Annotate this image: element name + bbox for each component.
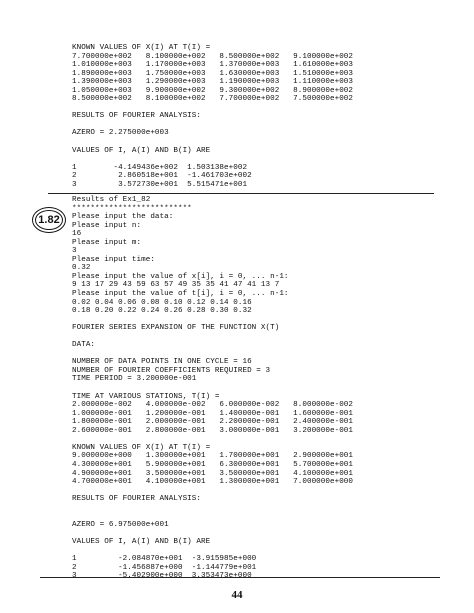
section-divider bbox=[48, 193, 434, 194]
output-line: Please input the value of x[i], i = 0, ... n-1: bbox=[72, 272, 289, 281]
output-line: 16 bbox=[72, 230, 82, 239]
output-line: ************************** bbox=[72, 204, 192, 213]
output-line: Please input n: bbox=[72, 221, 142, 230]
output-line: 4.900000e+001 3.500000e+001 3.500000e+001 4.100000e+001 bbox=[72, 469, 354, 478]
output-line: VALUES OF I, A(I) AND B(I) ARE bbox=[72, 146, 211, 155]
output-line bbox=[72, 504, 353, 513]
output-line bbox=[72, 529, 353, 538]
output-line bbox=[72, 512, 353, 521]
output-line: 1 -4.149436e+002 1.503138e+002 bbox=[72, 163, 248, 172]
output-line: 2.600000e-001 2.800000e-001 3.000000e-001 3.200000e-001 bbox=[72, 426, 354, 435]
output-line: 1.390000e+003 1.290000e+003 1.190000e+003 1.110000e+003 bbox=[72, 78, 354, 87]
output-line: Please input the data: bbox=[72, 213, 174, 222]
output-line: DATA: bbox=[72, 341, 96, 350]
output-line: 0.02 0.04 0.06 0.08 0.10 0.12 0.14 0.16 bbox=[72, 298, 252, 307]
output-line bbox=[72, 316, 353, 325]
output-line bbox=[72, 155, 353, 164]
output-line: 1.010000e+003 1.170000e+003 1.370000e+003 1.610000e+003 bbox=[72, 61, 354, 70]
output-line bbox=[72, 121, 353, 130]
output-line: 1.000000e-001 1.200000e-001 1.400000e-001 1.600000e-001 bbox=[72, 409, 354, 418]
output-line: 2 2.860518e+001 -1.461703e+002 bbox=[72, 172, 252, 181]
page-number: 44 bbox=[231, 589, 243, 601]
output-line: TIME PERIOD = 3.200000e-001 bbox=[72, 375, 197, 384]
output-line: 9 13 17 29 43 59 63 57 49 35 35 41 47 41 13 7 bbox=[72, 281, 280, 290]
output-line: KNOWN VALUES OF X(I) AT T(I) = bbox=[72, 443, 211, 452]
output-line: 1.890000e+003 1.750000e+003 1.630000e+003 1.510000e+003 bbox=[72, 69, 354, 78]
output-line bbox=[72, 104, 353, 113]
output-line: VALUES OF I, A(I) AND B(I) ARE bbox=[72, 537, 211, 546]
output-line: Please input m: bbox=[72, 238, 142, 247]
output-line: 2.000000e-002 4.000000e-002 6.000000e-002 8.000000e-002 bbox=[72, 401, 354, 410]
output-line: RESULTS OF FOURIER ANALYSIS: bbox=[72, 112, 201, 121]
output-line: Please input the value of t[i], i = 0, ... n-1: bbox=[72, 290, 289, 299]
output-line: 4.700000e+001 4.100000e+001 1.300000e+001 7.000000e+000 bbox=[72, 478, 354, 487]
output-line bbox=[72, 487, 353, 496]
problem-number: 1.82 bbox=[38, 214, 60, 226]
output-block-bottom bbox=[72, 196, 353, 581]
output-line: 3 -5.402900e+000 3.353473e+000 bbox=[72, 572, 252, 581]
output-line bbox=[72, 435, 353, 444]
output-line: FOURIER SERIES EXPANSION OF THE FUNCTION X(T) bbox=[72, 324, 280, 333]
output-line: 1.050000e+003 9.900000e+002 9.300000e+002 8.900000e+002 bbox=[72, 86, 354, 95]
output-line: 3 3.572730e+001 5.515471e+001 bbox=[72, 180, 248, 189]
output-line: AZERO = 6.975000e+001 bbox=[72, 520, 169, 529]
output-line: 7.700000e+002 8.100000e+002 8.500000e+002 9.100000e+002 bbox=[72, 52, 354, 61]
problem-number-badge bbox=[32, 207, 66, 233]
output-line: 9.000000e+000 1.300000e+001 1.700000e+001 2.900000e+001 bbox=[72, 452, 354, 461]
output-line: 0.32 bbox=[72, 264, 91, 273]
output-line bbox=[72, 138, 353, 147]
output-line: AZERO = 2.275000e+003 bbox=[72, 129, 169, 138]
output-block-top bbox=[72, 44, 353, 189]
output-line: 1 -2.084870e+001 -3.915985e+000 bbox=[72, 554, 257, 563]
output-line: 4.300000e+001 5.900000e+001 6.300000e+001 5.700000e+001 bbox=[72, 460, 354, 469]
output-line: Please input time: bbox=[72, 255, 155, 264]
output-line bbox=[72, 546, 353, 555]
output-line: RESULTS OF FOURIER ANALYSIS: bbox=[72, 495, 201, 504]
output-line: 8.500000e+002 8.100000e+002 7.700000e+002 7.500000e+002 bbox=[72, 95, 354, 104]
output-line: 2 -1.456887e+000 -1.144779e+001 bbox=[72, 563, 257, 572]
output-line bbox=[72, 333, 353, 342]
output-line: KNOWN VALUES OF X(I) AT T(I) = bbox=[72, 44, 211, 52]
output-line bbox=[72, 350, 353, 359]
output-line: Results of Ex1_82 bbox=[72, 196, 151, 204]
output-line: 0.18 0.20 0.22 0.24 0.26 0.28 0.30 0.32 bbox=[72, 307, 252, 316]
output-line: NUMBER OF FOURIER COEFFICIENTS REQUIRED = 3 bbox=[72, 366, 271, 375]
output-line bbox=[72, 384, 353, 393]
output-line: 1.800000e-001 2.000000e-001 2.200000e-001 2.400000e-001 bbox=[72, 418, 354, 427]
output-line: 3 bbox=[72, 247, 77, 256]
footer-rule bbox=[40, 577, 440, 578]
output-line: NUMBER OF DATA POINTS IN ONE CYCLE = 16 bbox=[72, 358, 252, 367]
output-line: TIME AT VARIOUS STATIONS, T(I) = bbox=[72, 392, 220, 401]
